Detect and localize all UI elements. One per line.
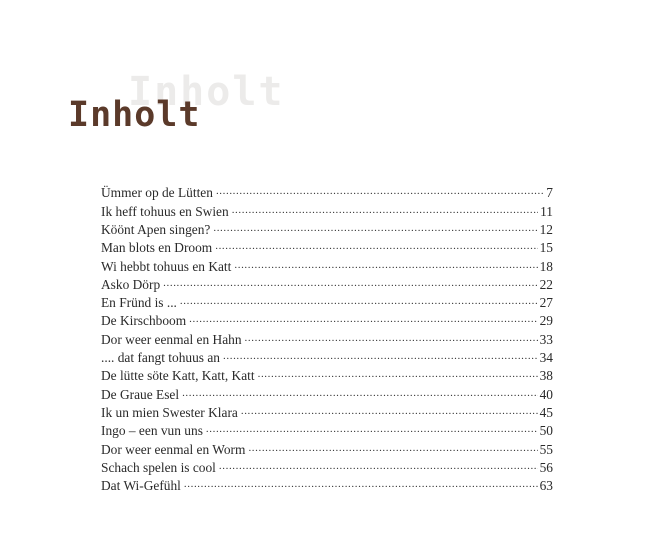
table-of-contents xyxy=(101,184,553,495)
toc-entry-title: Ingo – een vun uns xyxy=(101,423,203,439)
toc-entry-title: Ik un mien Swester Klara xyxy=(101,404,238,420)
toc-leader-dots xyxy=(180,294,538,307)
toc-entry-page-number: 34 xyxy=(539,350,553,366)
page-title: Inholt xyxy=(68,95,201,135)
toc-entry xyxy=(101,239,553,257)
toc-entry-page-number: 11 xyxy=(540,203,553,219)
toc-entry-title: Dor weer eenmal en Hahn xyxy=(101,331,242,347)
toc-entry-page-number: 45 xyxy=(539,404,553,420)
toc-entry-title: Man blots en Droom xyxy=(101,240,213,256)
toc-leader-dots xyxy=(248,440,537,453)
toc-entry-title: De Graue Esel xyxy=(101,386,180,402)
toc-leader-dots xyxy=(241,404,538,417)
toc-leader-dots xyxy=(184,477,538,490)
toc-leader-dots xyxy=(219,458,538,471)
toc-leader-dots xyxy=(182,385,538,398)
toc-leader-dots xyxy=(215,239,537,252)
toc-entry-page-number: 55 xyxy=(539,441,553,457)
toc-entry-title: Dor weer eenmal en Worm xyxy=(101,441,246,457)
toc-leader-dots xyxy=(232,202,538,215)
toc-leader-dots xyxy=(258,367,538,380)
toc-entry-page-number: 27 xyxy=(539,295,553,311)
toc-entry-page-number: 22 xyxy=(539,276,553,292)
toc-entry xyxy=(101,440,553,458)
toc-entry-page-number: 33 xyxy=(539,331,553,347)
toc-entry-title: Wi hebbt tohuus en Katt xyxy=(101,258,232,274)
toc-entry xyxy=(101,184,553,202)
toc-entry-page-number: 29 xyxy=(539,313,553,329)
toc-entry xyxy=(101,275,553,293)
toc-entry xyxy=(101,294,553,312)
toc-entry-page-number: 38 xyxy=(539,368,553,384)
toc-entry-page-number: 63 xyxy=(539,478,553,494)
toc-entry-title: Ik heff tohuus en Swien xyxy=(101,203,229,219)
toc-entry-title: Schach spelen is cool xyxy=(101,459,216,475)
toc-leader-dots xyxy=(234,257,537,270)
toc-entry-title: Dat Wi-Gefühl xyxy=(101,478,181,494)
toc-entry xyxy=(101,221,553,239)
toc-leader-dots xyxy=(206,422,538,435)
toc-entry xyxy=(101,458,553,476)
toc-entry xyxy=(101,477,553,495)
toc-leader-dots xyxy=(216,184,544,197)
toc-entry-page-number: 7 xyxy=(546,185,553,201)
toc-entry xyxy=(101,202,553,220)
toc-leader-dots xyxy=(223,349,538,362)
toc-entry-page-number: 18 xyxy=(539,258,553,274)
toc-entry xyxy=(101,367,553,385)
toc-entry xyxy=(101,385,553,403)
toc-leader-dots xyxy=(189,312,537,325)
toc-entry xyxy=(101,312,553,330)
toc-entry-page-number: 15 xyxy=(539,240,553,256)
toc-entry-page-number: 12 xyxy=(539,221,553,237)
toc-entry-title: En Fründ is ... xyxy=(101,295,177,311)
toc-entry xyxy=(101,422,553,440)
toc-entry-title: De lütte söte Katt, Katt, Katt xyxy=(101,368,255,384)
toc-leader-dots xyxy=(163,275,537,288)
toc-entry-title: De Kirschboom xyxy=(101,313,187,329)
toc-leader-dots xyxy=(213,221,537,234)
toc-entry xyxy=(101,257,553,275)
toc-entry-title: Köönt Apen singen? xyxy=(101,221,211,237)
toc-entry-title: Ümmer op de Lütten xyxy=(101,185,213,201)
toc-entry xyxy=(101,330,553,348)
toc-entry xyxy=(101,349,553,367)
toc-entry-page-number: 56 xyxy=(539,459,553,475)
toc-entry-title: Asko Dörp xyxy=(101,276,161,292)
heading-watermark: Inholt xyxy=(128,69,285,115)
toc-entry-page-number: 50 xyxy=(539,423,553,439)
toc-entry xyxy=(101,404,553,422)
toc-entry-page-number: 40 xyxy=(539,386,553,402)
toc-leader-dots xyxy=(245,330,538,343)
toc-entry-title: .... dat fangt tohuus an xyxy=(101,350,221,366)
